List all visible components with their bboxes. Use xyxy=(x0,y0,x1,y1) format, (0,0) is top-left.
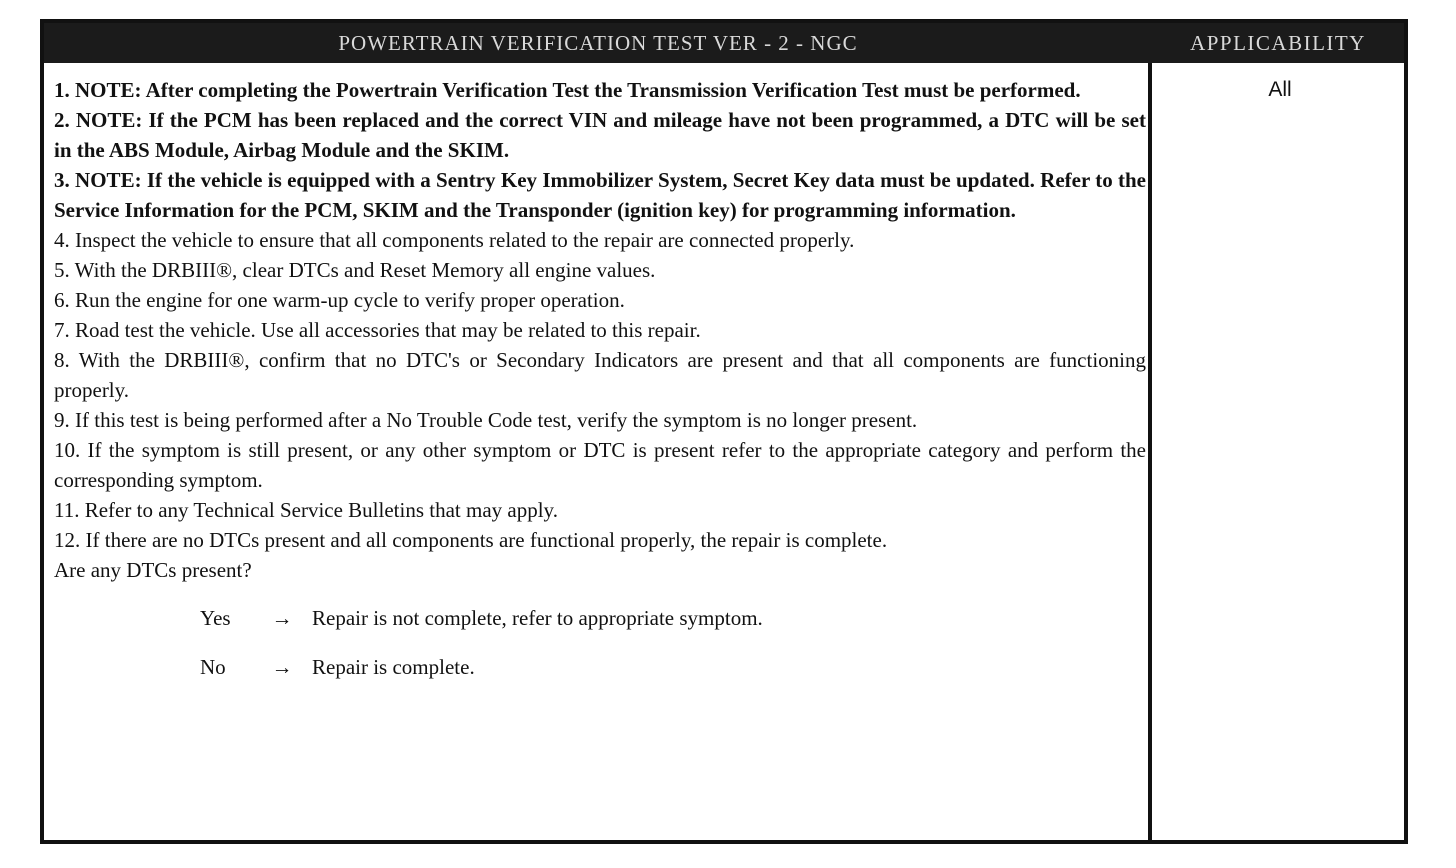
column-divider xyxy=(1148,63,1152,844)
step-8: 8. With the DRBIII®, confirm that no DTC's or Secondary Indicators are present and that all components are functioning properly. xyxy=(54,348,1146,402)
step-10: 10. If the symptom is still present, or any other symptom or DTC is present refer to the appropriate category and perform the corresponding symptom. xyxy=(54,438,1146,492)
applicability-header: APPLICABILITY xyxy=(1190,30,1366,55)
arrow-right-icon: → xyxy=(271,606,293,630)
step-6: 6. Run the engine for one warm-up cycle to verify proper operation. xyxy=(54,288,625,312)
table-header xyxy=(44,23,1404,63)
step-note-3: 3. NOTE: If the vehicle is equipped with a Sentry Key Immobilizer System, Secret Key data must be updated. Refer to the Service Information for the PCM, SKIM and the Transponder (ignition key) for programming information. xyxy=(54,168,1146,222)
step-9: 9. If this test is being performed after a No Trouble Code test, verify the symptom is no longer present. xyxy=(54,408,918,432)
applicability-value: All xyxy=(1268,78,1292,101)
step-5: 5. With the DRBIII®, clear DTCs and Reset Memory all engine values. xyxy=(54,258,656,282)
answer-yes-label: Yes xyxy=(200,606,231,630)
answer-no xyxy=(200,652,1146,682)
step-note-2: 2. NOTE: If the PCM has been replaced and the correct VIN and mileage have not been programmed, a DTC will be set in the ABS Module, Airbag Module and the SKIM. xyxy=(54,108,1146,162)
step-4: 4. Inspect the vehicle to ensure that all components related to the repair are connected properly. xyxy=(54,228,855,252)
answer-yes xyxy=(200,603,1146,633)
verification-test-table xyxy=(40,19,1408,844)
test-steps xyxy=(54,75,1146,682)
step-12: 12. If there are no DTCs present and all components are functional properly, the repair is complete. xyxy=(54,528,888,552)
table-title: POWERTRAIN VERIFICATION TEST VER - 2 - NGC xyxy=(338,30,858,55)
arrow-right-icon: → xyxy=(271,655,293,679)
step-7: 7. Road test the vehicle. Use all accessories that may be related to this repair. xyxy=(54,318,701,342)
answer-no-result: Repair is complete. xyxy=(312,655,475,679)
step-11: 11. Refer to any Technical Service Bulletins that may apply. xyxy=(54,498,558,522)
question: Are any DTCs present? xyxy=(54,558,252,582)
answer-yes-result: Repair is not complete, refer to appropriate symptom. xyxy=(312,606,763,630)
step-note-1: 1. NOTE: After completing the Powertrain Verification Test the Transmission Verification Test must be performed. xyxy=(54,78,1081,102)
answer-no-label: No xyxy=(200,655,226,679)
